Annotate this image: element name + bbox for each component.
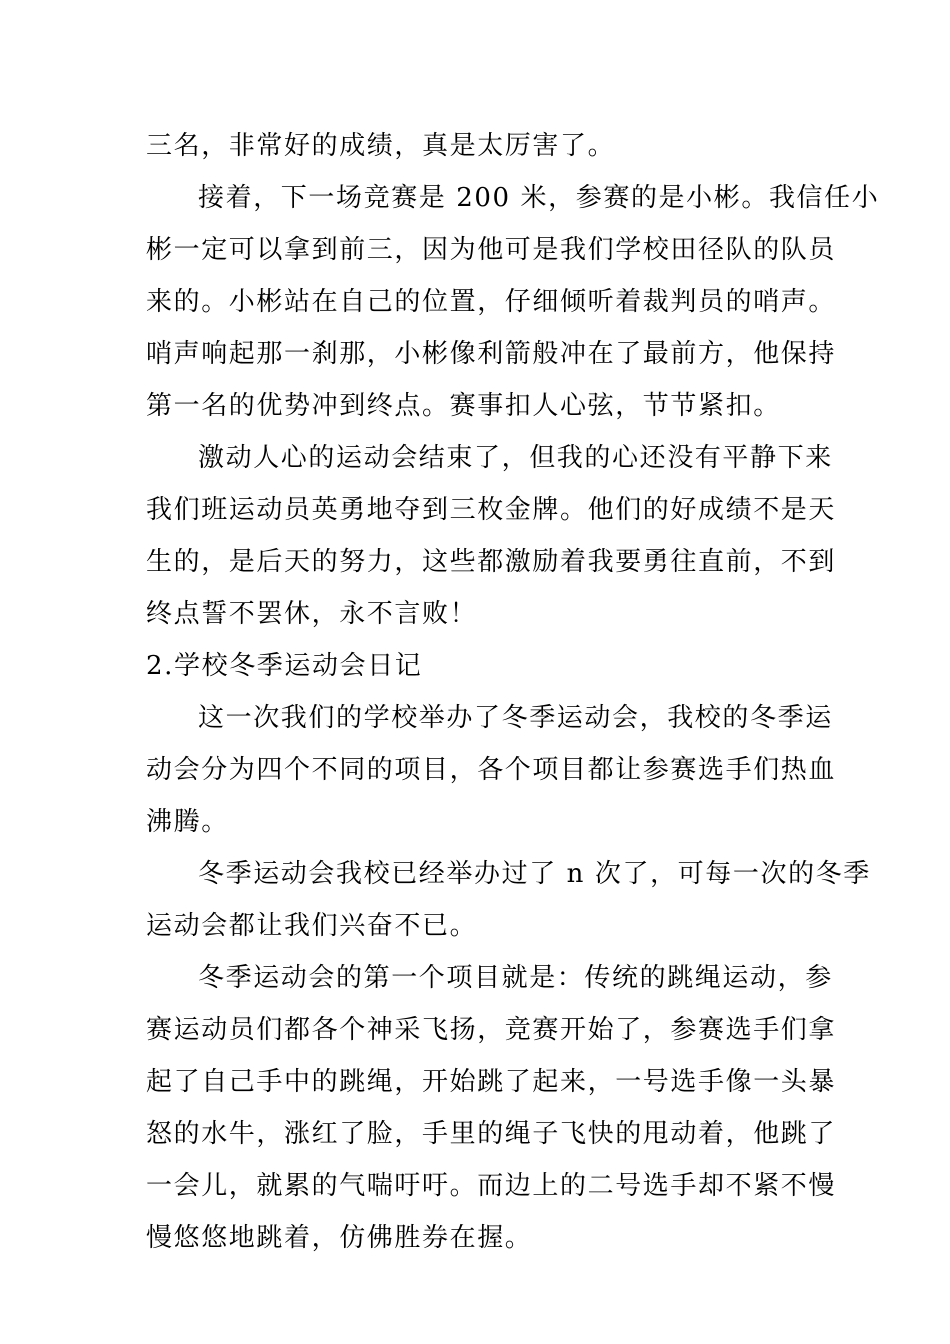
text-line: 赛运动员们都各个神采飞扬，竞赛开始了，参赛选手们拿 [146,1015,837,1045]
text-line: 这一次我们的学校举办了冬季运动会，我校的冬季运 [198,703,833,733]
text-line: 激动人心的运动会结束了，但我的心还没有平静下来 [198,443,833,473]
text-line: 沸腾。 [146,807,229,837]
text-line: 冬季运动会我校已经举办过了 n 次了，可每一次的冬季 [198,859,871,889]
text-line: 一会儿，就累的气喘吁吁。而边上的二号选手却不紧不慢 [146,1171,837,1201]
text-line: 冬季运动会的第一个项目就是：传统的跳绳运动，参 [198,963,833,993]
text-line: 起了自己手中的跳绳，开始跳了起来，一号选手像一头暴 [146,1067,837,1097]
text-line: 来的。小彬站在自己的位置，仔细倾听着裁判员的哨声。 [146,287,837,317]
text-line: 怒的水牛，涨红了脸，手里的绳子飞快的甩动着，他跳了 [146,1119,837,1149]
text-line: 终点誓不罢休，永不言败！ [146,599,478,629]
text-line: 动会分为四个不同的项目，各个项目都让参赛选手们热血 [146,755,837,785]
text-line: 慢悠悠地跳着，仿佛胜券在握。 [146,1223,533,1253]
text-line: 哨声响起那一刹那，小彬像利箭般冲在了最前方，他保持 [146,339,837,369]
text-line: 彬一定可以拿到前三，因为他可是我们学校田径队的队员 [146,235,837,265]
text-line: 生的，是后天的努力，这些都激励着我要勇往直前，不到 [146,547,837,577]
text-line: 我们班运动员英勇地夺到三枚金牌。他们的好成绩不是天 [146,495,837,525]
text-line: 三名，非常好的成绩，真是太厉害了。 [146,131,616,161]
text-line: 运动会都让我们兴奋不已。 [146,911,478,941]
text-line: 第一名的优势冲到终点。赛事扣人心弦，节节紧扣。 [146,391,781,421]
section-heading: 2.学校冬季运动会日记 [146,651,423,681]
text-line: 接着，下一场竞赛是 200 米，参赛的是小彬。我信任小 [198,183,880,213]
